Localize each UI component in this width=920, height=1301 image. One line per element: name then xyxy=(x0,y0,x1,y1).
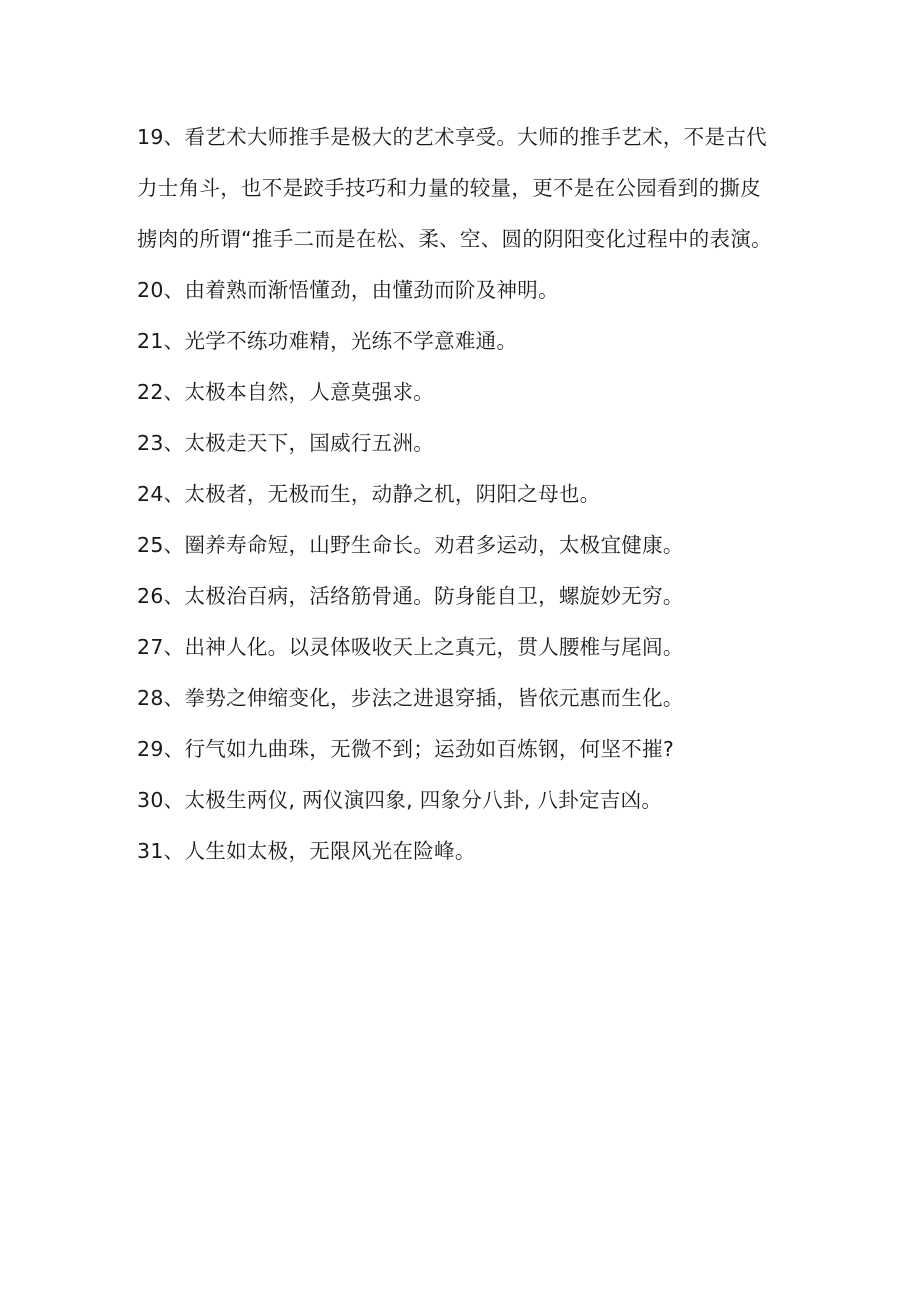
paragraph-28: 28、拳势之伸缩变化，步法之进退穿插，皆依元惠而生化。 xyxy=(137,686,684,710)
paragraph-19: 19、看艺术大师推手是极大的艺术享受。大师的推手艺术，不是古代力士角斗，也不是跤手技巧和力量的较量，更不是在公园看到的撕皮掳肉的所谓“推手二而是在松、柔、空、圆的阴阳变化过程中的表演。 xyxy=(137,125,772,251)
paragraph-24: 24、太极者，无极而生，动静之机，阴阳之母也。 xyxy=(137,482,601,506)
paragraph-27: 27、出神人化。以灵体吸收天上之真元，贯人腰椎与尾闾。 xyxy=(137,635,684,659)
paragraph-23: 23、太极走天下，国威行五洲。 xyxy=(137,431,435,455)
paragraph-31: 31、人生如太极，无限风光在险峰。 xyxy=(137,839,476,863)
paragraph-21: 21、光学不练功难精，光练不学意难通。 xyxy=(137,329,518,353)
paragraph-30: 30、太极生两仪, 两仪演四象, 四象分八卦, 八卦定吉凶。 xyxy=(137,788,663,812)
paragraph-22: 22、太极本自然，人意莫强求。 xyxy=(137,380,435,404)
paragraph-29: 29、行气如九曲珠，无微不到；运劲如百炼钢，何坚不摧? xyxy=(137,737,675,761)
paragraph-20: 20、由着熟而渐悟懂劲，由懂劲而阶及神明。 xyxy=(137,278,559,302)
paragraph-25: 25、圈养寿命短，山野生命长。劝君多运动，太极宜健康。 xyxy=(137,533,684,557)
paragraph-26: 26、太极治百病，活络筋骨通。防身能自卫，螺旋妙无穷。 xyxy=(137,584,684,608)
